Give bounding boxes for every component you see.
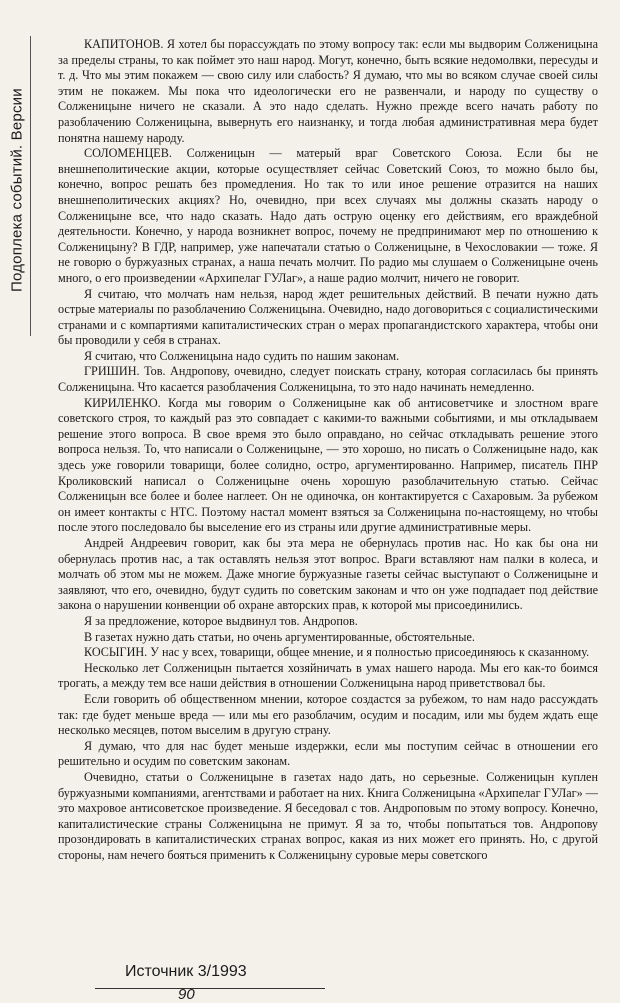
paragraph: КИРИЛЕНКО. Когда мы говорим о Солженицыне как об антисоветчике и злостном враге советского строя, то каждый раз это совпадает с какими-то важными событиями, и мы откладываем решение этого вопроса. В свое время это было оправдано, но сейчас откладывать решение этого вопроса нельзя. То, что написали о Солженицыне, — это хорошо, но писать о Солженицыне надо, как здесь уже говорили товарищи, более солидно, остро, аргументированно. Например, писатель ПНР Кроликовский написал о Солженицыне очень хорошую разоблачительную статью. Сейчас Солженицын все более и более наглеет. Он не одиночка, он контактируется с Сахаровым. За рубежом он имеет контакты с НТС. Поэтому настал момент взяться за Солженицына по-настоящему, но чтобы после этого последовало бы выселение его из страны или другие административные меры. <box>58 395 598 535</box>
page-number: 90 <box>178 986 195 1003</box>
paragraph: Несколько лет Солженицын пытается хозяйничать в умах нашего народа. Мы его как-то боимся трогать, а между тем все наши действия в отношении Солженицына народ приветствовал бы. <box>58 660 598 691</box>
paragraph: Я думаю, что для нас будет меньше издержки, если мы поступим сейчас в отношении его решительно и осудим по советским законам. <box>58 738 598 769</box>
paragraph: Очевидно, статьи о Солженицыне в газетах надо дать, но серьезные. Солженицын куплен буржуазными компаниями, агентствами и работает на них. Книга Солженицына «Архипелаг ГУЛаг» — это махровое антисоветское произведение. Я беседовал с тов. Андроповым по этому вопросу. Конечно, капиталистические страны Солженицына не примут. Я за то, чтобы попытаться тов. Андропову прозондировать в капиталистических странах вопрос, какая из них может его принять. Но, с другой стороны, нам нечего бояться применить к Солженицыну суровые меры советского <box>58 769 598 862</box>
paragraph: Андрей Андреевич говорит, как бы эта мера не обернулась против нас. Но как бы она ни обернулась против нас, а так оставлять нельзя этот вопрос. Враги вставляют нам палки в колеса, и молчать об этом мы не можем. Даже многие буржуазные газеты сейчас выступают о Солженицыне и заявляют, что его, очевидно, будут судить по советским законам и что он уже подпадает под действие закона о нарушении конвенции об охране авторских прав, к которой мы присоединились. <box>58 536 598 613</box>
paragraph: Я за предложение, которое выдвинул тов. Андропов. <box>84 613 358 628</box>
paragraph: Я считаю, что молчать нам нельзя, народ ждет решительных действий. В печати нужно дать острые материалы по разоблачению Солженицына. Очевидно, надо договориться с социалистическими странами и с компартиями капиталистических стран о мерах пропагандистского характера, чтобы они бы проводили у себя в странах. <box>58 286 598 348</box>
body-text <box>58 37 598 863</box>
section-title: Подоплека событий. Версии <box>8 88 26 292</box>
paragraph: КОСЫГИН. У нас у всех, товарищи, общее мнение, и я полностью присоединяюсь к сказанному. <box>84 645 590 660</box>
paragraph: СОЛОМЕНЦЕВ. Солженицын — матерый враг Советского Союза. Если бы не внешнеполитические акции, которые осуществляет сейчас Советский Союз, то можно было бы, конечно, вопрос решать без промедления. Но так то или иное решение отразится на наших внешнеполитических акциях? Но, очевидно, при всех случаях мы должны сказать народу о Солженицыне все, что надо сказать. Надо дать острую оценку его действиям, его враждебной деятельности. Конечно, у народа возникнет вопрос, почему не предпринимают мер по отношению к Солженицыну? В ГДР, например, уже напечатали статью о Солженицыне, в Чехословакии — тоже. Я не говорю о буржуазных странах, а наша печать молчит. По радио мы слушаем о Солженицыне очень много, о его произведении «Архипелаг ГУЛаг», а наше радио молчит, ничего не говорит. <box>58 146 598 285</box>
footer-source: Источник 3/1993 <box>125 963 247 980</box>
side-divider <box>30 36 31 336</box>
paragraph: ГРИШИН. Тов. Андропову, очевидно, следует поискать страну, которая согласилась бы принять Солженицына. Что касается разоблачения Солженицына, то это надо начинать немедленно. <box>58 364 598 395</box>
footer-divider <box>95 988 325 989</box>
paragraph: Если говорить об общественном мнении, которое создастся за рубежом, то нам надо рассуждать так: где будет меньше вреда — или мы его разоблачим, осудим и посадим, или мы будем ждать еще несколько месяцев, потом выселим в другую страну. <box>58 691 598 738</box>
paragraph: В газетах нужно дать статьи, но очень аргументированные, обстоятельные. <box>84 629 475 644</box>
paragraph: Я считаю, что Солженицына надо судить по нашим законам. <box>84 348 400 363</box>
paragraph: КАПИТОНОВ. Я хотел бы порассуждать по этому вопросу так: если мы выдворим Солженицына за пределы страны, то как поймет это наш народ. Могут, конечно, быть всякие недомолвки, пересуды и т. д. Что мы этим покажем — свою силу или слабость? Я думаю, что мы во всяком случае своей силы этим не покажем. Мы пока что идеологически его не развенчали, и народу по существу о Солженицыне ничего не сказали. А это надо сделать. Нужно прежде всего начать работу по разоблачению Солженицына, вывернуть его наизнанку, и тогда любая административная мера будет понятна нашему народу. <box>58 37 598 145</box>
